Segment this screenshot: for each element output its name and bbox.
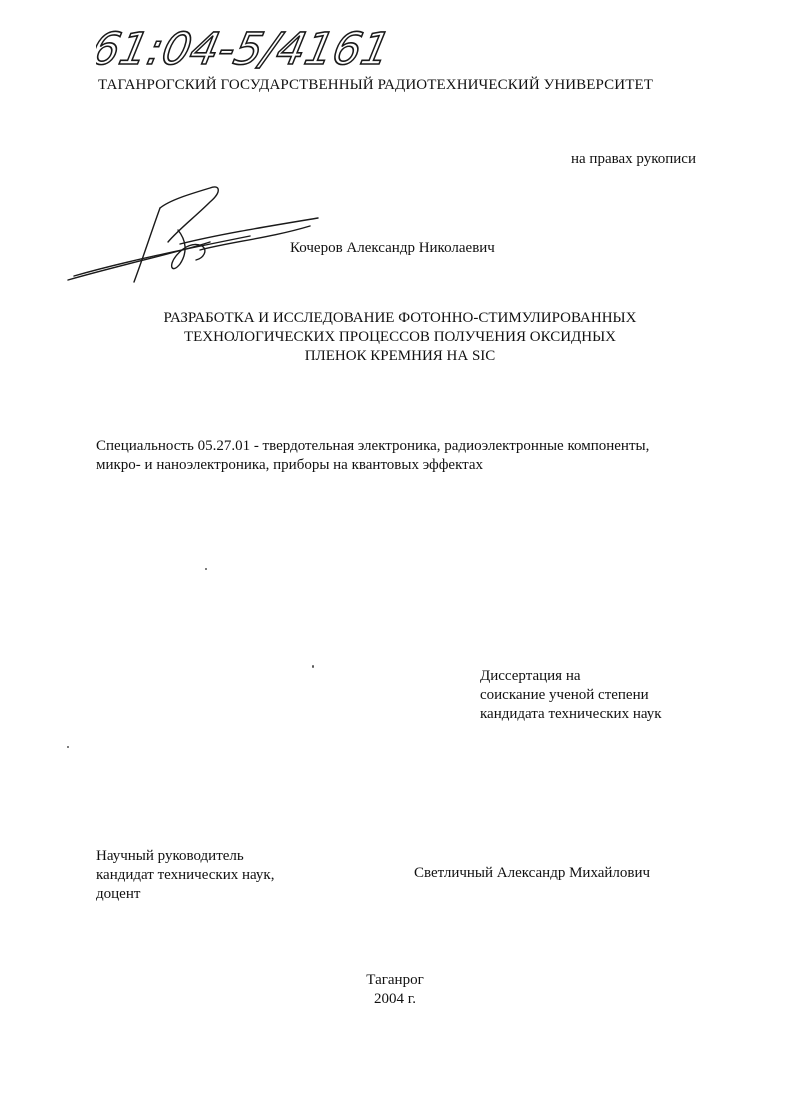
year: 2004 г. bbox=[374, 991, 416, 1007]
city-year-block bbox=[300, 971, 490, 1009]
scan-speck bbox=[67, 746, 69, 748]
handwritten-archive-code bbox=[96, 12, 396, 82]
supervisor-role-block bbox=[96, 847, 274, 904]
supervisor-role-line: доцент bbox=[96, 886, 141, 902]
degree-line: Диссертация на bbox=[480, 668, 581, 684]
archive-code-text: 61:04-5/4161 bbox=[96, 24, 395, 75]
specialty-block bbox=[96, 437, 649, 475]
title-line: ТЕХНОЛОГИЧЕСКИХ ПРОЦЕССОВ ПОЛУЧЕНИЯ ОКСИДНЫХ bbox=[183, 329, 617, 345]
author-name: Кочеров Александр Николаевич bbox=[290, 240, 495, 256]
specialty-line: микро- и наноэлектроника, приборы на квантовых эффектах bbox=[96, 457, 484, 473]
rights-note: на правах рукописи bbox=[571, 151, 696, 167]
title-line: РАЗРАБОТКА И ИССЛЕДОВАНИЕ ФОТОННО-СТИМУЛИРОВАННЫХ bbox=[163, 310, 637, 326]
title-line: ПЛЕНОК КРЕМНИЯ НА SIC bbox=[304, 348, 496, 364]
author-signature bbox=[60, 180, 320, 290]
supervisor-role-line: кандидат технических наук, bbox=[96, 867, 275, 883]
specialty-line: Специальность 05.27.01 - твердотельная электроника, радиоэлектронные компоненты, bbox=[96, 438, 650, 454]
degree-line: кандидата технических наук bbox=[480, 706, 662, 722]
degree-line: соискание ученой степени bbox=[480, 687, 649, 703]
scan-speck bbox=[205, 568, 207, 570]
handwritten-archive-code-drawing bbox=[96, 12, 396, 82]
university-name: ТАГАНРОГСКИЙ ГОСУДАРСТВЕННЫЙ РАДИОТЕХНИЧЕСКИЙ УНИВЕРСИТЕТ bbox=[98, 77, 654, 93]
city: Таганрог bbox=[366, 972, 424, 988]
dissertation-title bbox=[140, 309, 660, 366]
scan-speck bbox=[312, 665, 314, 668]
dissertation-degree-block bbox=[480, 667, 662, 724]
supervisor-role-line: Научный руководитель bbox=[96, 848, 244, 864]
supervisor-name: Светличный Александр Михайлович bbox=[414, 865, 651, 881]
signature-strokes bbox=[60, 180, 320, 290]
